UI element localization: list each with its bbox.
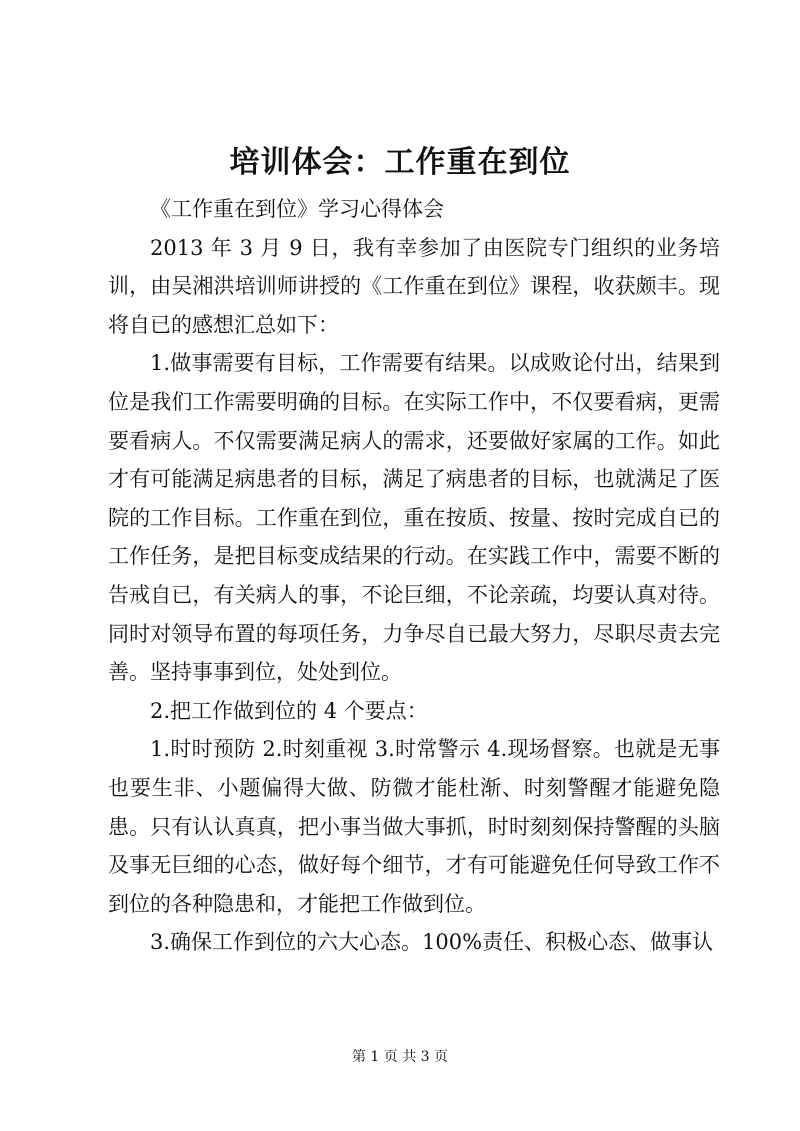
paragraph-intro: 2013 年 3 月 9 日，我有幸参加了由医院专门组织的业务培训，由吴湘洪培训师讲授的《工作重在到位》课程，收获颇丰。现将自已的感想汇总如下： xyxy=(108,235,720,337)
paragraph-point-2-detail: 1.时时预防 2.时刻重视 3.时常警示 4.现场督察。也就是无事也要生非、小题偏得大做、防微才能杜渐、时刻警醒才能避免隐患。只有认认真真，把小事当做大事抓，时时刻刻保持警醒的头脑及事无巨细的心态，做好每个细节，才有可能避免任何导致工作不到位的各种隐患和，才能把工作做到位。 xyxy=(108,737,720,916)
paragraph-point-1: 1.做事需要有目标，工作需要有结果。以成败论付出，结果到位是我们工作需要明确的目标。在实际工作中，不仅要看病，更需要看病人。不仅需要满足病人的需求，还要做好家属的工作。如此才有可能满足病患者的目标，满足了病患者的目标，也就满足了医院的工作目标。工作重在到位，重在按质、按量、按时完成自已的工作任务，是把目标变成结果的行动。在实践工作中，需要不断的告戒自已，有关病人的事，不论巨细，不论亲疏，均要认真对待。同时对领导布置的每项任务，力争尽自已最大努力，尽职尽责去完善。坚持事事到位，处处到位。 xyxy=(108,351,720,685)
page-footer: 第 1 页 共 3 页 xyxy=(351,1049,449,1065)
paragraph-point-3: 3.确保工作到位的六大心态。100%责任、积极心态、做事认 xyxy=(150,930,714,955)
paragraph-subtitle: 《工作重在到位》学习心得体会 xyxy=(150,197,444,221)
paragraph-point-2-heading: 2.把工作做到位的 4 个要点： xyxy=(150,698,428,723)
document-body xyxy=(108,190,720,962)
page-title: 培训体会：工作重在到位 xyxy=(229,145,571,180)
